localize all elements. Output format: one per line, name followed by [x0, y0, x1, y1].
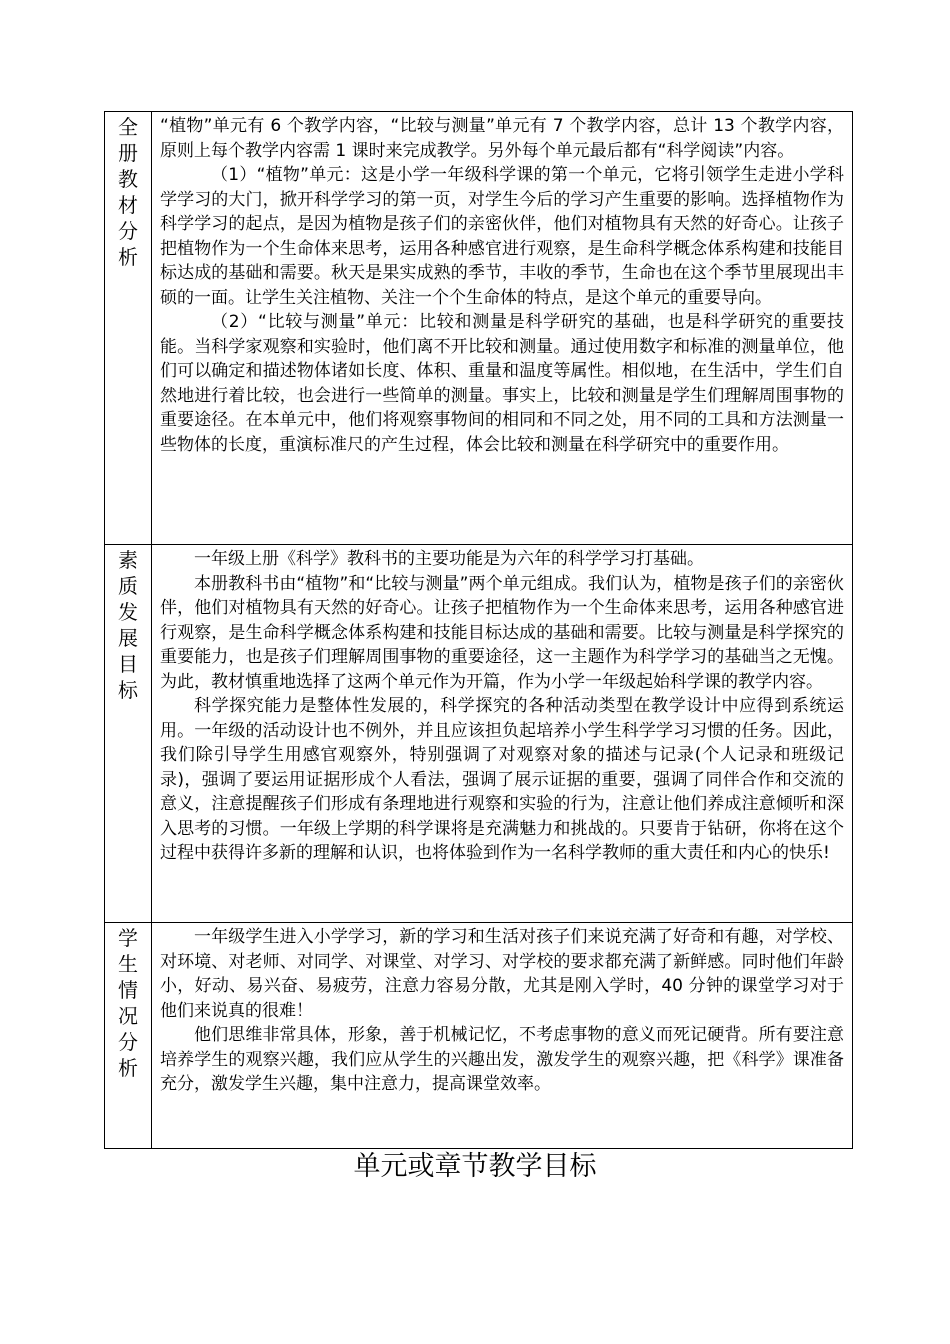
- row-label-development-goals: 素质发展目标: [118, 548, 138, 702]
- table-row-textbook-analysis: [105, 112, 853, 545]
- row-content-cell: [152, 112, 853, 545]
- paragraph: 一年级学生进入小学学习，新的学习和生活对孩子们来说充满了好奇和有趣，对学校、对环境、对老师、对同学、对课堂、对学习、对学校的要求都充满了新鲜感。同时他们年龄小，好动、易兴奋、易疲劳，注意力容易分散，尤其是刚入学时，40 分钟的课堂学习对于他们来说真的很难！: [160, 927, 844, 1021]
- paragraph: （1）“植物”单元：这是小学一年级科学课的第一个单元，它将引领学生走进小学科学学习的大门，掀开科学学习的第一页，对学生今后的学习产生重要的影响。选择植物作为科学学习的起点，是因为植物是孩子们的亲密伙伴，他们对植物具有天然的好奇心。让孩子把植物作为一个生命体来思考，运用各种感官进行观察，是生命科学概念体系构建和技能目标达成的基础和需要。秋天是果实成熟的季节，丰收的季节，生命也在这个季节里展现出丰硕的一面。让学生关注植物、关注一个个生命体的特点，是这个单元的重要导向。: [160, 165, 844, 308]
- paragraph: “植物”单元有 6 个教学内容，“比较与测量”单元有 7 个教学内容，总计 13 个教学内容，原则上每个教学内容需 1 课时来完成教学。另外每个单元最后都有“科学阅读”内容。: [160, 116, 844, 161]
- row-label-student-analysis: 学生情况分析: [118, 926, 138, 1080]
- section-heading: 单元或章节教学目标: [353, 1151, 597, 1182]
- course-analysis-table: [104, 111, 853, 1149]
- row-label-cell: [105, 545, 152, 923]
- paragraph: 他们思维非常具体，形象，善于机械记忆，不考虑事物的意义而死记硬背。所有要注意培养学生的观察兴趣，我们应从学生的兴趣出发，激发学生的观察兴趣，把《科学》课准备充分，激发学生兴趣，集中注意力，提高课堂效率。: [160, 1025, 844, 1094]
- table-row-student-analysis: [105, 923, 853, 1149]
- paragraph: （2）“比较与测量”单元：比较和测量是科学研究的基础，也是科学研究的重要技能。当科学家观察和实验时，他们离不开比较和测量。通过使用数字和标准的测量单位，他们可以确定和描述物体诸如长度、体积、重量和温度等属性。相似地，在生活中，学生们自然地进行着比较，也会进行一些简单的测量。事实上，比较和测量是学生们理解周围事物的重要途径。在本单元中，他们将观察事物间的相同和不同之处，用不同的工具和方法测量一些物体的长度，重演标准尺的产生过程，体会比较和测量在科学研究中的重要作用。: [160, 312, 844, 455]
- paragraph: 本册教科书由“植物”和“比较与测量”两个单元组成。我们认为，植物是孩子们的亲密伙伴，他们对植物具有天然的好奇心。让孩子把植物作为一个生命体来思考，运用各种感官进行观察，是生命科学概念体系构建和技能目标达成的基础和需要。比较与测量是科学探究的重要能力，也是孩子们理解周围事物的重要途径，这一主题作为科学学习的基础当之无愧。为此，教材慎重地选择了这两个单元作为开篇，作为小学一年级起始科学课的教学内容。: [160, 573, 844, 692]
- row-content-cell: [152, 545, 853, 923]
- row-label-textbook-analysis: 全册教材分析: [118, 115, 138, 269]
- row-label-cell: [105, 923, 152, 1149]
- row-label-cell: [105, 112, 152, 545]
- paragraph: 一年级上册《科学》教科书的主要功能是为六年的科学学习打基础。: [194, 549, 704, 569]
- table-row-development-goals: [105, 545, 853, 923]
- paragraph: 科学探究能力是整体性发展的，科学探究的各种活动类型在教学设计中应得到系统运用。一年级的活动设计也不例外，并且应该担负起培养小学生科学学习习惯的任务。因此，我们除引导学生用感官观察外，特别强调了对观察对象的描述与记录(个人记录和班级记录)，强调了要运用证据形成个人看法，强调了展示证据的重要，强调了同伴合作和交流的意义，注意提醒孩子们形成有条理地进行观察和实验的行为，注意让他们养成注意倾听和深入思考的习惯。一年级上学期的科学课将是充满魅力和挑战的。只要肯于钻研，你将在这个过程中获得许多新的理解和认识，也将体验到作为一名科学教师的重大责任和内心的快乐!: [160, 696, 844, 863]
- row-content-cell: [152, 923, 853, 1149]
